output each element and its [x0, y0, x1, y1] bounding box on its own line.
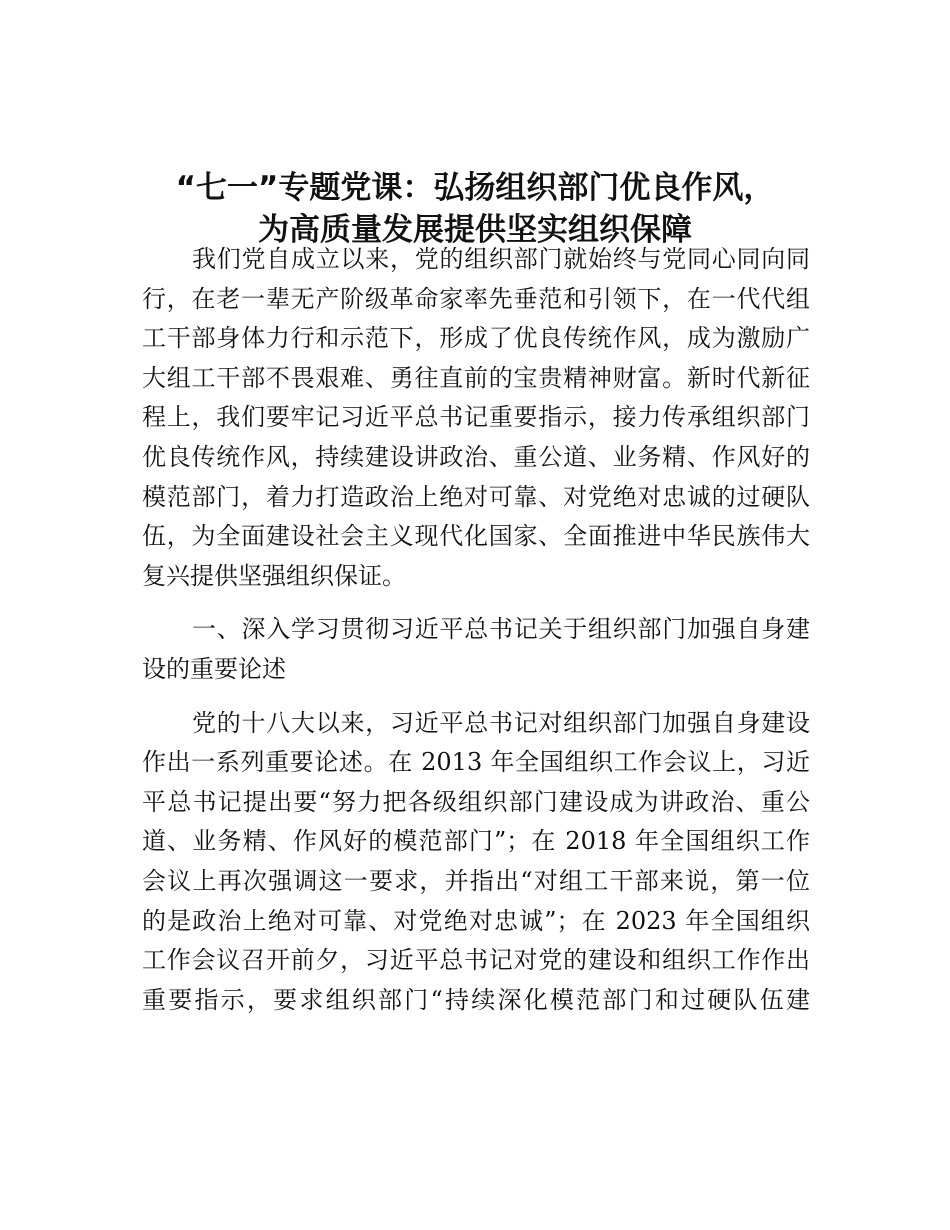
- text-line: 优良传统作风，持续建设讲政治、重公道、业务精、作风好的: [142, 442, 810, 471]
- text-line: 行，在老一辈无产阶级革命家率先垂范和引领下，在一代代组: [142, 284, 810, 313]
- text-line: 模范部门，着力打造政治上绝对可靠、对党绝对忠诚的过硬队: [142, 482, 810, 511]
- text-line: 我们党自成立以来，党的组织部门就始终与党同心同向同: [192, 245, 810, 273]
- paragraph-section-1: [142, 704, 810, 1021]
- section-heading-1: [142, 610, 810, 689]
- text-line: 重要指示，要求组织部门“持续深化模范部门和过硬队伍建: [142, 985, 810, 1014]
- paragraph-intro: [142, 240, 810, 596]
- text-line: 大组工干部不畏艰难、勇往直前的宝贵精神财富。新时代新征: [142, 363, 810, 392]
- text-line: 复兴提供坚强组织保证。: [142, 561, 406, 590]
- text-line: 平总书记提出要“努力把各级组织部门建设成为讲政治、重公: [142, 787, 810, 816]
- text-line: 工干部身体力行和示范下，形成了优良传统作风，成为激励广: [142, 324, 810, 353]
- text-line: 道、业务精、作风好的模范部门”；在 2018 年全国组织工作: [142, 827, 810, 856]
- text-line: 伍，为全面建设社会主义现代化国家、全面推进中华民族伟大: [142, 522, 810, 551]
- title-line-1: “七一”专题党课：弘扬组织部门优良作风，: [175, 170, 775, 206]
- text-line: 党的十八大以来，习近平总书记对组织部门加强自身建设: [192, 708, 810, 737]
- text-line: 程上，我们要牢记习近平总书记重要指示，接力传承组织部门: [142, 403, 810, 432]
- text-line: 作出一系列重要论述。在 2013 年全国组织工作会议上，习近: [142, 748, 810, 777]
- title-line-2: 为高质量发展提供坚实组织保障: [258, 212, 692, 248]
- text-line: 工作会议召开前夕，习近平总书记对党的建设和组织工作作出: [142, 946, 810, 975]
- text-line: 一、深入学习贯彻习近平总书记关于组织部门加强自身建: [192, 615, 810, 644]
- document-title: [0, 167, 950, 251]
- text-line: 的是政治上绝对可靠、对党绝对忠诚”；在 2023 年全国组织: [142, 906, 810, 935]
- document-body: [142, 240, 810, 1034]
- text-line: 会议上再次强调这一要求，并指出“对组工干部来说，第一位: [142, 866, 810, 895]
- text-line: 设的重要论述: [142, 654, 286, 683]
